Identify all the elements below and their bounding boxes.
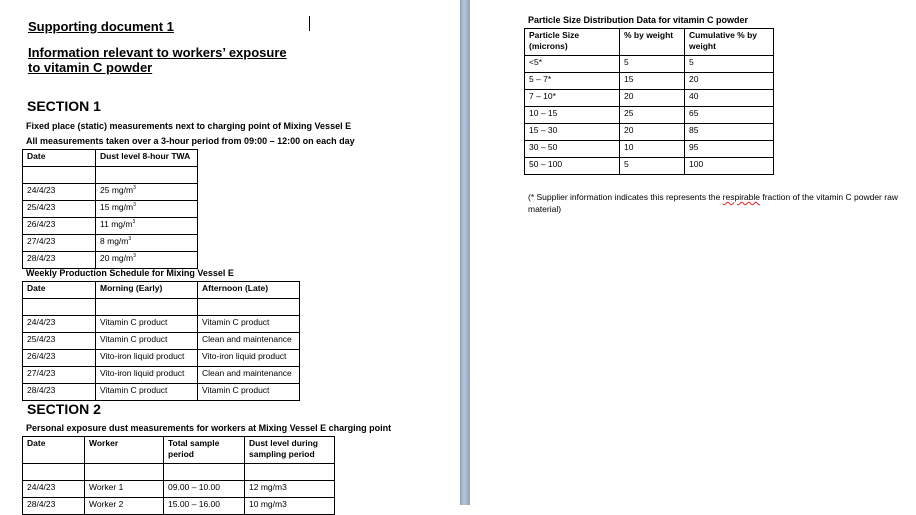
unit-text: mg/m — [111, 185, 134, 195]
table-cell: 20 — [620, 124, 685, 141]
unit-superscript: 3 — [132, 219, 136, 226]
table-header-row — [23, 150, 198, 167]
table-header-row — [23, 437, 335, 464]
table-row — [525, 158, 774, 175]
column-header: Dust level during sampling period — [245, 437, 335, 464]
personal-exposure-table — [22, 436, 335, 515]
table-row — [23, 350, 300, 367]
date-cell: 26/4/23 — [23, 218, 96, 235]
table-cell: 5 — [620, 56, 685, 73]
table-cell: <5* — [525, 56, 620, 73]
column-header: Total sample period — [164, 437, 245, 464]
column-header: Particle Size (microns) — [525, 29, 620, 56]
table-cell: 20 — [685, 73, 774, 90]
column-header: Date — [23, 150, 96, 167]
column-header: Dust level 8-hour TWA — [96, 150, 198, 167]
spacer-cell — [245, 464, 335, 481]
table-cell: 95 — [685, 141, 774, 158]
column-header: Morning (Early) — [96, 282, 198, 299]
table-cell: Vitamin C product — [96, 384, 198, 401]
table-row — [23, 184, 198, 201]
section1-caption-period: All measurements taken over a 3-hour period from 09:00 – 12:00 on each day — [26, 136, 355, 146]
production-schedule-table — [22, 281, 300, 401]
table-spacer-row — [23, 464, 335, 481]
table-header-row — [525, 29, 774, 56]
document-title: Supporting document 1 — [28, 19, 174, 34]
spacer-cell — [164, 464, 245, 481]
table-cell: 26/4/23 — [23, 350, 96, 367]
table-cell: 27/4/23 — [23, 367, 96, 384]
unit-superscript: 3 — [128, 236, 132, 243]
unit-text: mg/m — [107, 236, 129, 246]
text-cursor — [309, 16, 310, 31]
table-cell: 10 mg/m3 — [245, 498, 335, 515]
table-spacer-row — [23, 299, 300, 316]
table-cell: Vito-iron liquid product — [96, 350, 198, 367]
table-row — [23, 481, 335, 498]
dust-value: 25 — [100, 185, 110, 195]
table-cell: 5 — [685, 56, 774, 73]
table-cell: 24/4/23 — [23, 316, 96, 333]
table-cell: 28/4/23 — [23, 498, 85, 515]
table-row — [23, 235, 198, 252]
dust-level-cell — [96, 184, 198, 201]
dust-level-cell — [96, 201, 198, 218]
table-cell: Vito-iron liquid product — [96, 367, 198, 384]
table-cell: 7 – 10* — [525, 90, 620, 107]
table-row — [525, 73, 774, 90]
table-row — [23, 218, 198, 235]
table-cell: 85 — [685, 124, 774, 141]
document-subtitle-line2: to vitamin C powder — [28, 60, 153, 75]
static-dust-table — [22, 149, 198, 269]
table-row — [23, 333, 300, 350]
spacer-cell — [96, 167, 198, 184]
table-cell: Clean and maintenance — [198, 367, 300, 384]
column-header: Date — [23, 437, 85, 464]
spacer-cell — [198, 299, 300, 316]
unit-superscript: 3 — [133, 185, 136, 192]
date-cell: 27/4/23 — [23, 235, 96, 252]
table-row — [23, 498, 335, 515]
page-gutter — [460, 0, 470, 505]
table-cell: 12 mg/m3 — [245, 481, 335, 498]
table-cell: 65 — [685, 107, 774, 124]
unit-superscript: 3 — [133, 202, 136, 209]
spacer-cell — [23, 299, 96, 316]
table-cell: Clean and maintenance — [198, 333, 300, 350]
misspelled-word: respirable — [722, 192, 760, 202]
dust-value: 20 — [100, 253, 110, 263]
psd-caption: Particle Size Distribution Data for vitamin C powder — [528, 15, 749, 25]
unit-text: mg/m — [111, 202, 134, 212]
table-spacer-row — [23, 167, 198, 184]
table-cell: 10 – 15 — [525, 107, 620, 124]
table-cell: Worker 2 — [85, 498, 164, 515]
table-row — [525, 107, 774, 124]
table-cell: 25/4/23 — [23, 333, 96, 350]
footnote-text-start: (* Supplier information indicates this represents the — [528, 192, 723, 202]
supplier-footnote — [528, 191, 908, 215]
spacer-cell — [23, 167, 96, 184]
table-cell: 5 — [620, 158, 685, 175]
table-cell: 100 — [685, 158, 774, 175]
table-cell: Vitamin C product — [198, 384, 300, 401]
table-cell: 40 — [685, 90, 774, 107]
left-document-page — [0, 0, 460, 509]
document-subtitle-line1: Information relevant to workers’ exposure — [28, 45, 287, 60]
table-cell: 10 — [620, 141, 685, 158]
table-row — [23, 367, 300, 384]
table-cell: Vito-iron liquid product — [198, 350, 300, 367]
column-header: Afternoon (Late) — [198, 282, 300, 299]
section2-caption: Personal exposure dust measurements for workers at Mixing Vessel E charging point — [26, 423, 392, 433]
table-row — [525, 90, 774, 107]
schedule-caption: Weekly Production Schedule for Mixing Vessel E — [26, 268, 234, 278]
column-header: Date — [23, 282, 96, 299]
table-cell: 15 – 30 — [525, 124, 620, 141]
unit-superscript: 3 — [133, 253, 136, 260]
dust-value: 11 — [100, 219, 109, 229]
table-cell: Vitamin C product — [96, 316, 198, 333]
spacer-cell — [23, 464, 85, 481]
table-row — [525, 124, 774, 141]
table-cell: 20 — [620, 90, 685, 107]
column-header: Worker — [85, 437, 164, 464]
table-row — [525, 56, 774, 73]
table-cell: 28/4/23 — [23, 384, 96, 401]
column-header: Cumulative % by weight — [685, 29, 774, 56]
date-cell: 28/4/23 — [23, 252, 96, 269]
particle-size-table — [524, 28, 774, 175]
section2-heading: SECTION 2 — [27, 401, 101, 417]
table-cell: 09.00 – 10.00 — [164, 481, 245, 498]
dust-level-cell — [96, 235, 198, 252]
footnote-text-end: fraction of the vitamin C powder raw material) — [528, 192, 898, 214]
section1-heading: SECTION 1 — [27, 98, 101, 114]
dust-value: 8 — [100, 236, 105, 246]
table-cell: 15.00 – 16.00 — [164, 498, 245, 515]
table-cell: Vitamin C product — [198, 316, 300, 333]
dust-level-cell — [96, 218, 198, 235]
table-row — [525, 141, 774, 158]
table-cell: 24/4/23 — [23, 481, 85, 498]
table-row — [23, 316, 300, 333]
unit-text: mg/m — [111, 219, 133, 229]
table-cell: Vitamin C product — [96, 333, 198, 350]
date-cell: 25/4/23 — [23, 201, 96, 218]
table-cell: 25 — [620, 107, 685, 124]
table-header-row — [23, 282, 300, 299]
table-cell: 50 – 100 — [525, 158, 620, 175]
table-cell: Worker 1 — [85, 481, 164, 498]
table-cell: 30 – 50 — [525, 141, 620, 158]
table-cell: 15 — [620, 73, 685, 90]
column-header: % by weight — [620, 29, 685, 56]
spacer-cell — [85, 464, 164, 481]
table-row — [23, 252, 198, 269]
dust-level-cell — [96, 252, 198, 269]
table-row — [23, 201, 198, 218]
unit-text: mg/m — [111, 253, 134, 263]
table-row — [23, 384, 300, 401]
date-cell: 24/4/23 — [23, 184, 96, 201]
right-document-page — [470, 0, 916, 505]
section1-caption-location: Fixed place (static) measurements next to charging point of Mixing Vessel E — [26, 121, 352, 131]
dust-value: 15 — [100, 202, 110, 212]
table-cell: 5 – 7* — [525, 73, 620, 90]
spacer-cell — [96, 299, 198, 316]
